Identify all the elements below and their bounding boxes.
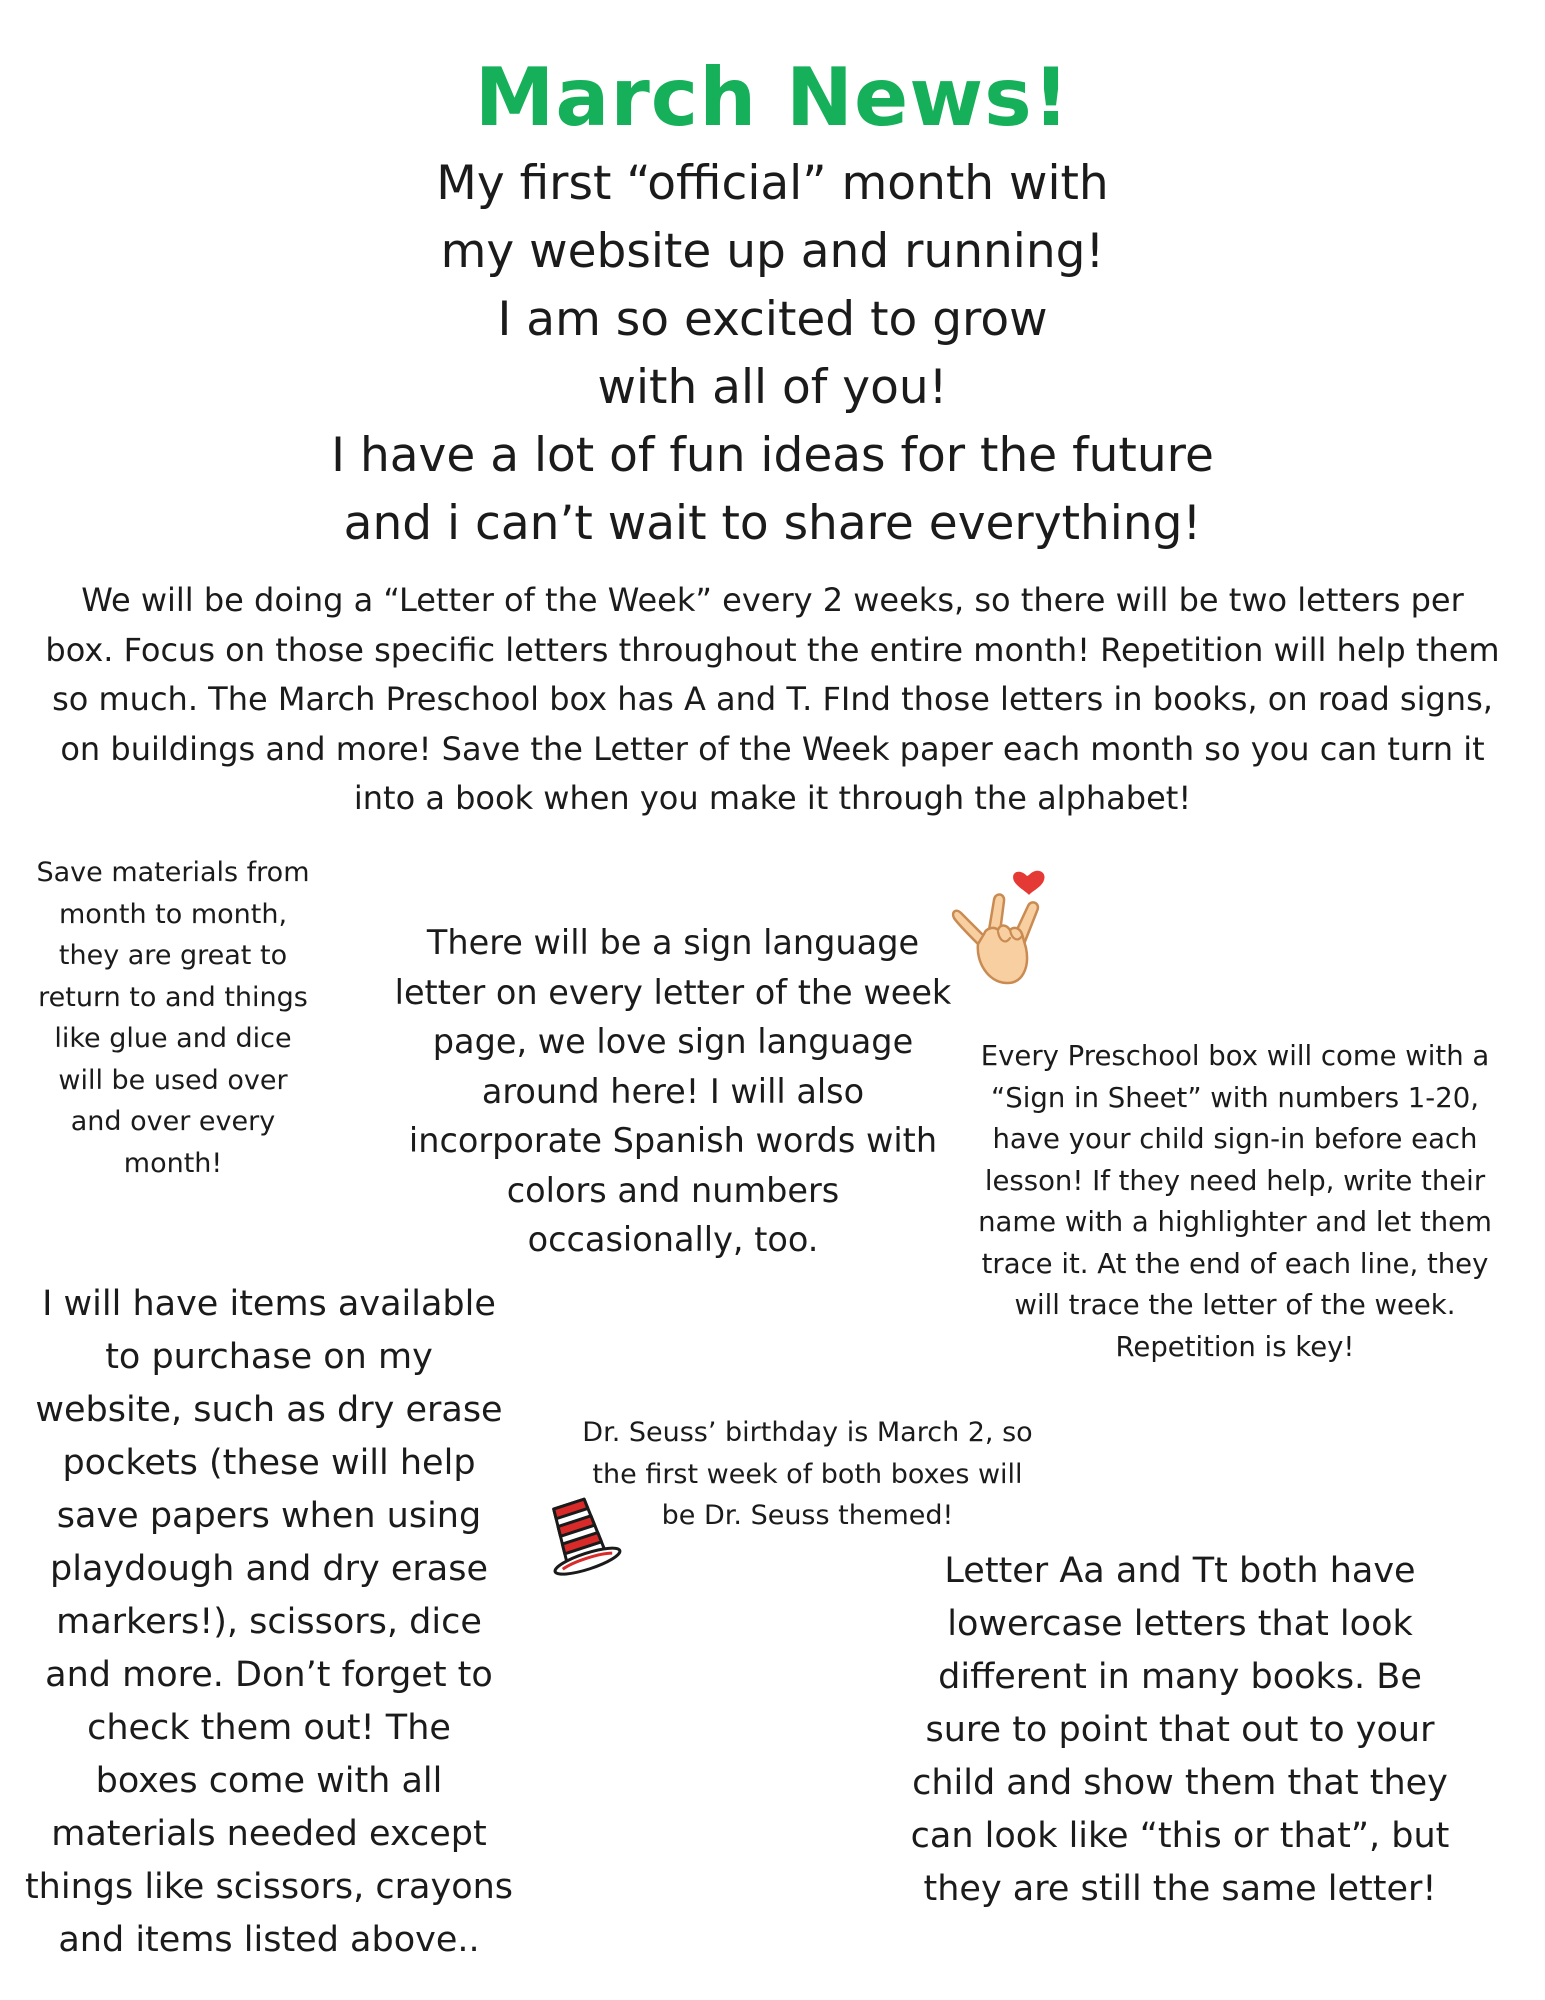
text-line: be Dr. Seuss themed! (661, 1500, 954, 1531)
text-line: things like scissors, crayons (24, 1867, 514, 1907)
text-line: have your child sign-in before each (992, 1123, 1478, 1155)
text-line: and items listed above.. (58, 1920, 480, 1960)
text-line: Every Preschool box will come with a (980, 1040, 1490, 1072)
save-materials-note (18, 852, 328, 1184)
text-line: like glue and dice (54, 1023, 292, 1054)
text-line: they are great to (58, 940, 288, 971)
text-line: and more. Don’t forget to (45, 1655, 493, 1695)
text-line: I have a lot of fun ideas for the future (331, 428, 1214, 483)
sign-in-sheet-note (955, 1036, 1515, 1368)
text-line: We will be doing a “Letter of the Week” every 2 weeks, so there will be two letters per (81, 581, 1464, 619)
text-line: Repetition is key! (1115, 1330, 1355, 1363)
text-line: can look like “this or that”, but (910, 1816, 1450, 1856)
heart-icon (1013, 871, 1044, 895)
text-line: boxes come with all (95, 1761, 443, 1801)
letter-of-the-week-paragraph (0, 576, 1545, 824)
text-line: materials needed except (51, 1814, 487, 1854)
text-line: they are still the same letter! (923, 1869, 1437, 1909)
text-line: and i can’t wait to share everything! (343, 496, 1202, 551)
text-line: return to and things (38, 981, 308, 1013)
text-line: website, such as dry erase (35, 1390, 503, 1430)
text-line: page, we love sign language (432, 1022, 914, 1061)
text-line: My first “official” month with (436, 156, 1109, 211)
intro-message (0, 150, 1545, 558)
dr-seuss-birthday-note (555, 1412, 1060, 1537)
text-line: month! (123, 1147, 223, 1179)
text-line: check them out! The (87, 1708, 451, 1748)
text-line: lesson! If they need help, write their (984, 1164, 1486, 1197)
text-line: colors and numbers (506, 1170, 840, 1210)
text-line: Dr. Seuss’ birthday is March 2, so (582, 1417, 1033, 1448)
text-line: box. Focus on those specific letters throughout the entire month! Repetition will help them (45, 630, 1500, 669)
text-line: trace it. At the end of each line, they (981, 1247, 1489, 1280)
text-line: lowercase letters that look (947, 1604, 1413, 1644)
i-love-you-sign-hand-icon (948, 858, 1058, 990)
text-line: around here! I will also (481, 1071, 865, 1111)
text-line: child and show them that they (912, 1763, 1448, 1803)
page-title: March News! (474, 51, 1071, 144)
text-line: save papers when using (56, 1496, 482, 1536)
text-line: Letter Aa and Tt both have (944, 1551, 1416, 1591)
text-line: playdough and dry erase (50, 1549, 488, 1589)
text-line: I will have items available (42, 1284, 496, 1324)
text-line: There will be a sign language (426, 923, 920, 962)
text-line: and over every (70, 1106, 276, 1137)
text-line: name with a highlighter and let them (978, 1206, 1492, 1238)
text-line: my website up and running! (440, 224, 1105, 279)
text-line: to purchase on my (105, 1337, 433, 1377)
lowercase-letters-note (875, 1545, 1485, 1916)
text-line: will be used over (58, 1064, 288, 1096)
sign-language-note (378, 918, 968, 1265)
items-for-purchase-note (14, 1278, 524, 1967)
text-line: into a book when you make it through the alphabet! (353, 779, 1192, 817)
text-line: letter on every letter of the week (394, 972, 952, 1012)
text-line: will trace the letter of the week. (1014, 1289, 1456, 1321)
text-line: occasionally, too. (527, 1220, 819, 1259)
text-line: markers!), scissors, dice (56, 1602, 482, 1642)
text-line: incorporate Spanish words with (408, 1121, 938, 1160)
text-line: month to month, (58, 898, 288, 930)
text-line: pockets (these will help (62, 1443, 476, 1483)
text-line: I am so excited to grow (497, 292, 1048, 347)
text-line: “Sign in Sheet” with numbers 1-20, (991, 1081, 1479, 1114)
text-line: different in many books. Be (938, 1657, 1422, 1697)
text-line: the first week of both boxes will (592, 1458, 1023, 1490)
text-line: on buildings and more! Save the Letter of the Week paper each month so you can turn it (60, 729, 1485, 768)
text-line: sure to point that out to your (925, 1710, 1435, 1750)
text-line: so much. The March Preschool box has A and T. FInd those letters in books, on road signs, (52, 680, 1493, 718)
text-line: with all of you! (597, 360, 948, 415)
text-line: Save materials from (36, 857, 310, 888)
cat-in-the-hat-hat-icon (540, 1488, 622, 1584)
